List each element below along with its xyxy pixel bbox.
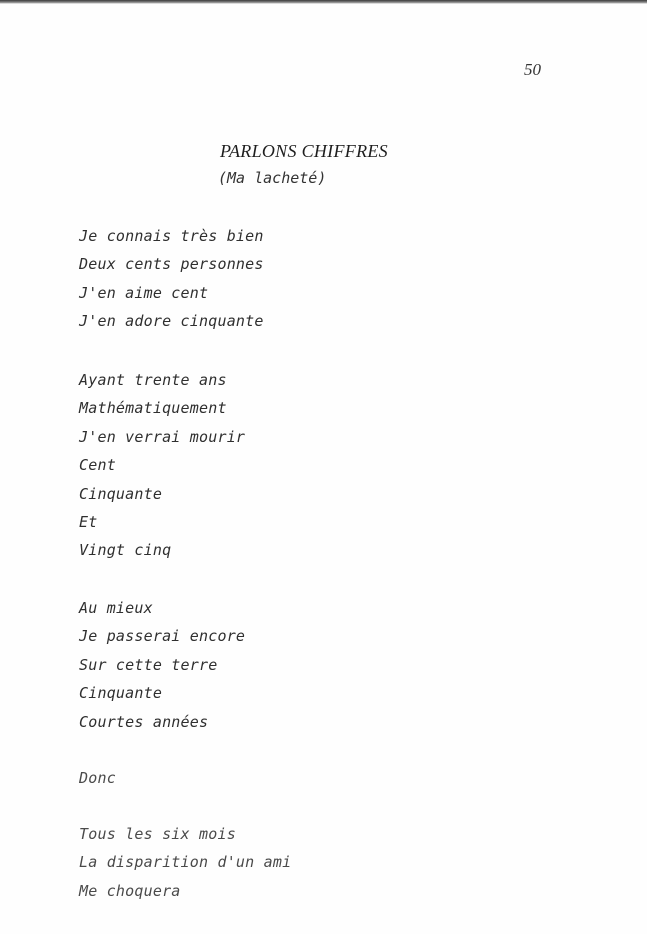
- verse-line: Tous les six mois: [79, 825, 236, 843]
- poem-title: PARLONS CHIFFRES: [220, 141, 388, 161]
- verse-line: Je connais très bien: [79, 227, 264, 245]
- verse-line: Donc: [79, 769, 116, 787]
- stanza-5: [79, 820, 291, 905]
- verse-line: J'en aime cent: [79, 283, 209, 302]
- stanza-1: [79, 222, 264, 336]
- page-number: 50: [524, 60, 541, 79]
- verse-line: Je passerai encore: [79, 627, 246, 646]
- verse-line: Cinquante: [79, 684, 163, 703]
- verse-line: Mathématiquement: [79, 399, 227, 418]
- page-top-edge: [0, 0, 647, 4]
- verse-line: Cinquante: [79, 484, 163, 503]
- verse-line: Sur cette terre: [79, 655, 218, 674]
- verse-line: Cent: [79, 456, 116, 475]
- verse-line: Ayant trente ans: [79, 371, 227, 389]
- verse-line: Et: [79, 512, 98, 531]
- verse-line: La disparition d'un ami: [79, 853, 292, 872]
- stanza-2: [79, 366, 245, 565]
- stanza-4: [79, 764, 116, 792]
- poem-subtitle: (Ma lacheté): [218, 169, 327, 187]
- verse-line: J'en adore cinquante: [79, 312, 264, 331]
- verse-line: Au mieux: [79, 599, 153, 617]
- stanza-3: [79, 594, 245, 736]
- verse-line: J'en verrai mourir: [79, 427, 246, 446]
- verse-line: Me choquera: [79, 881, 181, 900]
- verse-line: Vingt cinq: [79, 541, 172, 560]
- verse-line: Courtes années: [79, 712, 209, 731]
- verse-line: Deux cents personnes: [79, 255, 264, 274]
